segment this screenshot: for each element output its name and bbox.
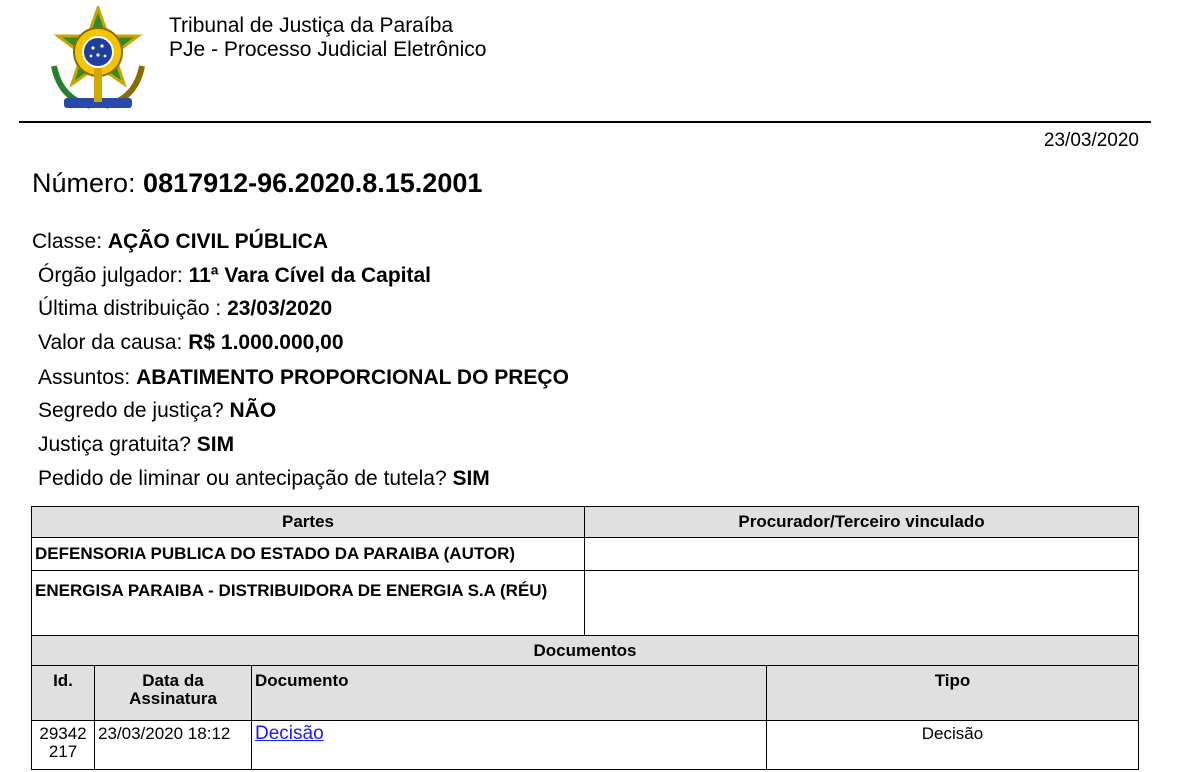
field-assuntos (38, 365, 569, 391)
field-value: NÃO (229, 399, 277, 422)
field-label: Pedido de liminar ou antecipação de tutela? (38, 467, 447, 490)
doc-tipo-cell: Decisão (767, 721, 1139, 770)
tipo-header: Tipo (767, 666, 1139, 721)
procurador-header: Procurador/Terceiro vinculado (585, 507, 1139, 538)
field-label: Justiça gratuita? (38, 433, 191, 456)
table-header-row (32, 507, 1139, 538)
doc-id-cell: 29342217 (32, 721, 95, 770)
partes-table (31, 506, 1139, 638)
field-label: Assuntos: (38, 366, 131, 389)
doc-date-cell: 23/03/2020 18:12 (95, 721, 252, 770)
process-number-value: 0817912-96.2020.8.15.2001 (143, 168, 483, 198)
documentos-caption: Documentos (32, 636, 1139, 666)
table-row (32, 571, 1139, 638)
field-orgao-julgador (38, 263, 431, 289)
field-label: Órgão julgador: (38, 264, 183, 287)
field-valor-causa (38, 330, 344, 356)
field-value: AÇÃO CIVIL PÚBLICA (107, 230, 328, 253)
field-value: 11ª Vara Cível da Capital (188, 264, 432, 287)
field-value: ABATIMENTO PROPORCIONAL DO PREÇO (136, 366, 569, 389)
parte-cell: DEFENSORIA PUBLICA DO ESTADO DA PARAIBA (AUTOR) (32, 538, 585, 571)
table-row (32, 538, 1139, 571)
field-value: SIM (196, 433, 235, 456)
brazil-coat-of-arms-emblem (46, 6, 150, 116)
field-ultima-distribuicao (38, 296, 332, 322)
field-label: Segredo de justiça? (38, 399, 224, 422)
id-header: Id. (32, 666, 95, 721)
court-name: Tribunal de Justiça da Paraíba (169, 14, 454, 37)
system-name: PJe - Processo Judicial Eletrônico (169, 38, 487, 61)
process-number-label: Número: (32, 168, 136, 198)
table-header-row (32, 666, 1139, 721)
field-value: 23/03/2020 (227, 297, 333, 320)
procurador-cell (585, 571, 1139, 638)
documento-link[interactable]: Decisão (255, 723, 324, 744)
document-date: 23/03/2020 (1043, 130, 1139, 151)
table-caption-row (32, 636, 1139, 666)
procurador-cell (585, 538, 1139, 571)
documentos-table (31, 635, 1139, 770)
documento-header: Documento (252, 666, 767, 721)
field-label: Valor da causa: (38, 331, 183, 354)
parte-cell: ENERGISA PARAIBA - DISTRIBUIDORA DE ENERGIA S.A (RÉU) (32, 571, 585, 638)
partes-header: Partes (32, 507, 585, 538)
field-label: Classe: (32, 230, 103, 253)
field-value: R$ 1.000.000,00 (188, 331, 344, 354)
data-assinatura-header: Data da Assinatura (95, 666, 252, 721)
field-segredo-justica (38, 398, 276, 424)
field-value: SIM (452, 467, 490, 490)
field-classe (32, 229, 328, 255)
doc-name-cell (252, 721, 767, 770)
field-pedido-liminar (38, 466, 490, 492)
table-row (32, 721, 1139, 770)
field-justica-gratuita (38, 432, 234, 458)
process-number (32, 167, 482, 199)
field-label: Última distribuição : (38, 297, 222, 320)
header-divider (19, 121, 1151, 123)
